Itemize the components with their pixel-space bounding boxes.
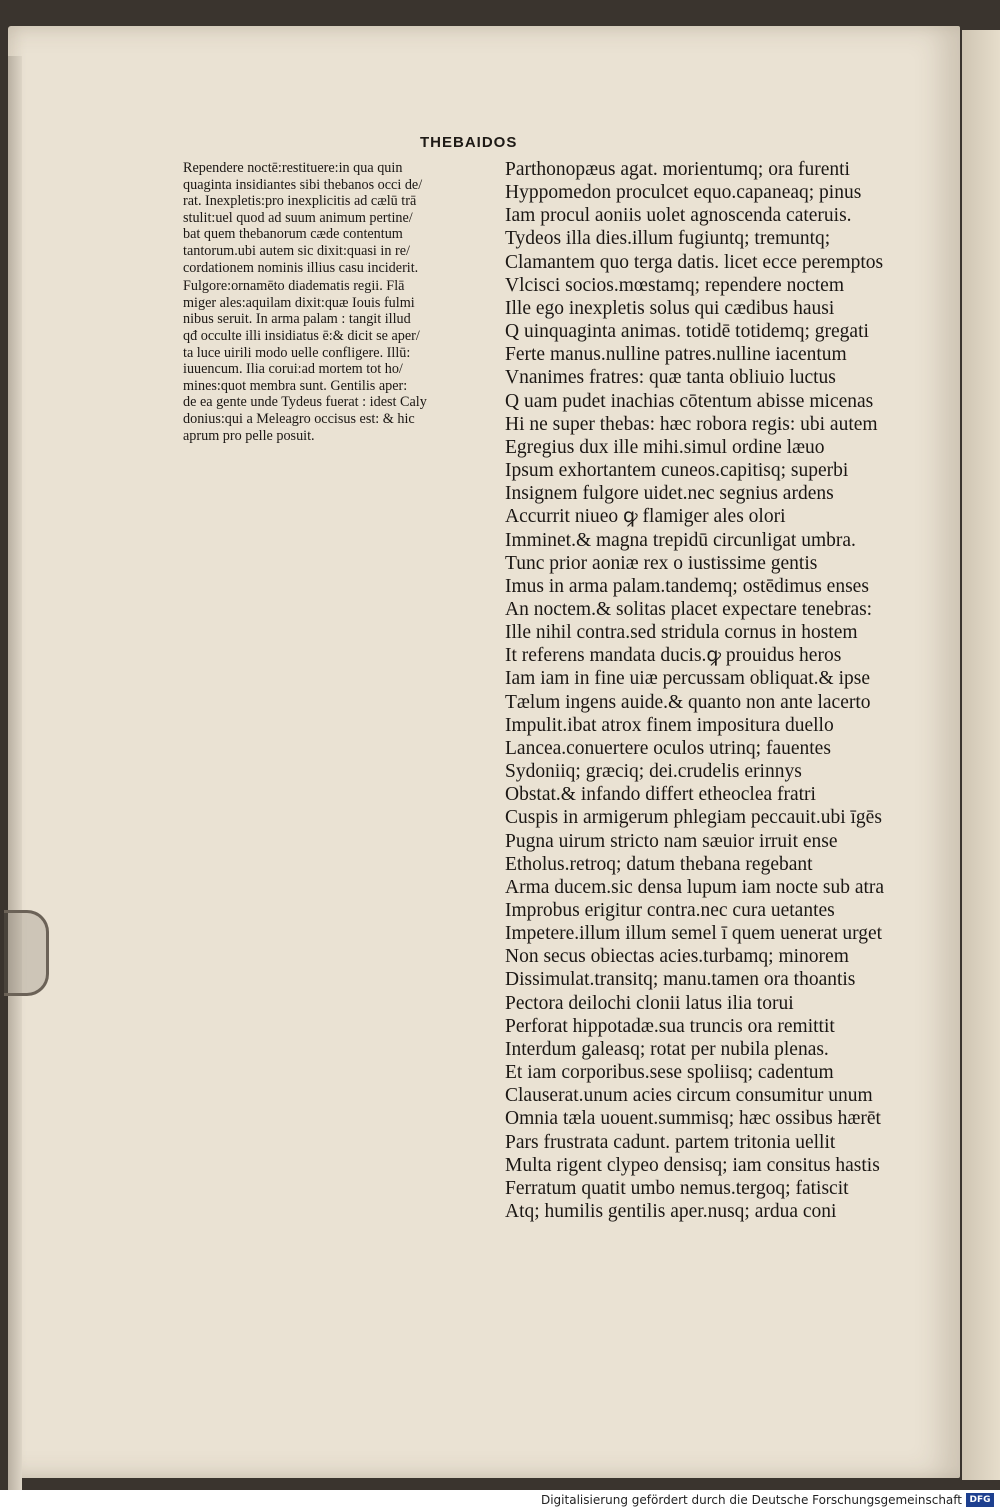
footer-bar — [0, 1490, 1000, 1512]
verse-line: Non secus obiectas acies.turbamq; minorem — [505, 946, 849, 968]
facing-page-edge — [962, 30, 1000, 1480]
commentary-line: quaginta insidiantes sibi thebanos occi de/ — [183, 176, 423, 193]
verse-line: Imus in arma palam.tandemq; ostēdimus enses — [505, 575, 869, 597]
verse-line: Accurrit niueo ꝙ flamiger ales olori — [505, 506, 786, 528]
verse-line: Obstat.& infando differt etheoclea fratri — [505, 784, 816, 806]
verse-line: It referens mandata ducis.ꝙ prouidus heros — [505, 645, 842, 667]
commentary-line: bat quem thebanorum cæde contentum — [183, 226, 403, 243]
verse-line: Iam procul aoniis uolet agnoscenda cateruis. — [505, 205, 852, 227]
verse-line: Vlcisci socios.mœstamq; rependere noctem — [505, 274, 844, 296]
commentary-paragraph-2 — [183, 278, 483, 444]
verse-line: Q uam pudet inachias cōtentum abisse micenas — [505, 390, 874, 412]
verse-line: Et iam corporibus.sese spoliisq; cadentum — [505, 1062, 834, 1084]
verse-line: Pugna uirum stricto nam sæuior irruit ense — [505, 830, 838, 852]
verse-line: Cuspis in armigerum phlegiam peccauit.ubi īgēs — [505, 807, 882, 829]
verse-line: Multa rigent clypeo densisq; iam consitus hastis — [505, 1154, 880, 1176]
commentary-line: donius:qui a Meleagro occisus est: & hic — [183, 410, 415, 427]
verse-line: Arma ducem.sic densa lupum iam nocte sub atra — [505, 876, 885, 898]
page-edge — [8, 56, 22, 1490]
verse-line: Vnanimes fratres: quæ tanta obliuio luctus — [505, 367, 836, 389]
commentary-line: mines:quot membra sunt. Gentilis aper: — [183, 377, 408, 394]
verse-line: An noctem.& solitas placet expectare tenebras: — [505, 598, 873, 620]
commentary-line: nibus seruit. In arma palam : tangit illud — [183, 311, 411, 328]
commentary-line: stulit:uel quod ad suum animum pertine/ — [183, 209, 413, 226]
commentary-line: ta luce uirili modo uelle confligere. Illū: — [183, 344, 411, 361]
commentary-paragraph-1 — [183, 160, 483, 276]
verse-line: Lancea.conuertere oculos utrinq; fauentes — [505, 737, 831, 759]
verse-line: Ille ego inexpletis solus qui cædibus hausi — [505, 297, 835, 319]
commentary-line: de ea gente unde Tydeus fuerat : idest Caly — [183, 394, 427, 411]
verse-line: Clamantem quo terga datis. licet ecce peremptos — [505, 251, 884, 273]
verse-line: Etholus.retroq; datum thebana regebant — [505, 853, 813, 875]
commentary-column — [183, 160, 483, 444]
verse-column — [505, 158, 945, 1223]
book-clip — [4, 910, 49, 996]
commentary-line: tantorum.ubi autem sic dixit:quasi in re/ — [183, 242, 410, 259]
commentary-line: cordationem nominis illius casu inciderit. — [183, 259, 419, 276]
commentary-line: Rependere noctē:restituere:in qua quin — [183, 160, 403, 176]
dfg-logo: DFG — [966, 1493, 994, 1507]
verse-line: Insignem fulgore uidet.nec segnius ardens — [505, 483, 834, 505]
commentary-line: Fulgore:ornamēto diadematis regii. Flā — [183, 278, 405, 295]
commentary-line: rat. Inexpletis:pro inexplicitis ad cælū trā — [183, 193, 417, 210]
verse-line: Egregius dux ille mihi.simul ordine læuo — [505, 436, 825, 458]
verse-line: Tælum ingens auide.& quanto non ante lacerto — [505, 691, 871, 713]
verse-line: Pectora deilochi clonii latus ilia torui — [505, 992, 794, 1014]
verse-line: Impulit.ibat atrox finem impositura duello — [505, 714, 834, 736]
commentary-line: aprum pro pelle posuit. — [183, 427, 315, 444]
book-page — [8, 26, 960, 1478]
verse-line: Pars frustrata cadunt. partem tritonia uellit — [505, 1131, 836, 1153]
commentary-line: qđ occulte illi insidiatus ē:& dicit se aper/ — [183, 327, 420, 344]
verse-line: Perforat hippotadæ.sua truncis ora remittit — [505, 1015, 835, 1037]
verse-line: Improbus erigitur contra.nec cura uetantes — [505, 900, 835, 921]
funding-credit: Digitalisierung gefördert durch die Deutsche Forschungsgemeinschaft — [540, 1493, 962, 1507]
verse-line: Ferte manus.nulline patres.nulline iacentum — [505, 344, 847, 366]
verse-line: Omnia tæla uouent.summisq; hæc ossibus hærēt — [505, 1108, 881, 1130]
running-title: THEBAIDOS — [420, 134, 518, 151]
verse-line: Dissimulat.transitq; manu.tamen ora thoantis — [505, 969, 856, 991]
verse-line: Q uinquaginta animas. totidē totidemq; gregati — [505, 321, 869, 343]
verse-line: Impetere.illum illum semel ī quem uenerat urget — [505, 923, 883, 945]
verse-line: Hi ne super thebas: hæc robora regis: ubi autem — [505, 413, 878, 435]
verse-line: Sydoniiq; græciq; dei.crudelis erinnys — [505, 761, 802, 783]
verse-line: Ferratum quatit umbo nemus.tergoq; fatiscit — [505, 1177, 849, 1199]
verse-line: Parthonopæus agat. morientumq; ora furenti — [505, 159, 850, 180]
verse-line: Clauserat.unum acies circum consumitur unum — [505, 1085, 873, 1107]
verse-line: Interdum galeasq; rotat per nubila plenas. — [505, 1038, 829, 1060]
verse-line: Tunc prior aoniæ rex o iustissime gentis — [505, 552, 818, 574]
verse-line: Atq; humilis gentilis aper.nusq; ardua coni — [505, 1201, 837, 1223]
verse-line: Tydeos illa dies.illum fugiuntq; tremuntq; — [505, 228, 831, 250]
verse-line: Ipsum exhortantem cuneos.capitisq; superbi — [505, 460, 849, 482]
verse-line: Hyppomedon proculcet equo.capaneaq; pinus — [505, 182, 862, 204]
verse-line: Iam iam in fine uiæ percussam obliquat.& ipse — [505, 668, 871, 690]
verse-line: Ille nihil contra.sed stridula cornus in hostem — [505, 622, 858, 644]
verse-line: Imminet.& magna trepidū circunligat umbra. — [505, 529, 856, 551]
commentary-line: iuuencum. Ilia corui:ad mortem tot ho/ — [183, 361, 403, 378]
commentary-line: miger ales:aquilam dixit:quæ Iouis fulmi — [183, 294, 415, 311]
